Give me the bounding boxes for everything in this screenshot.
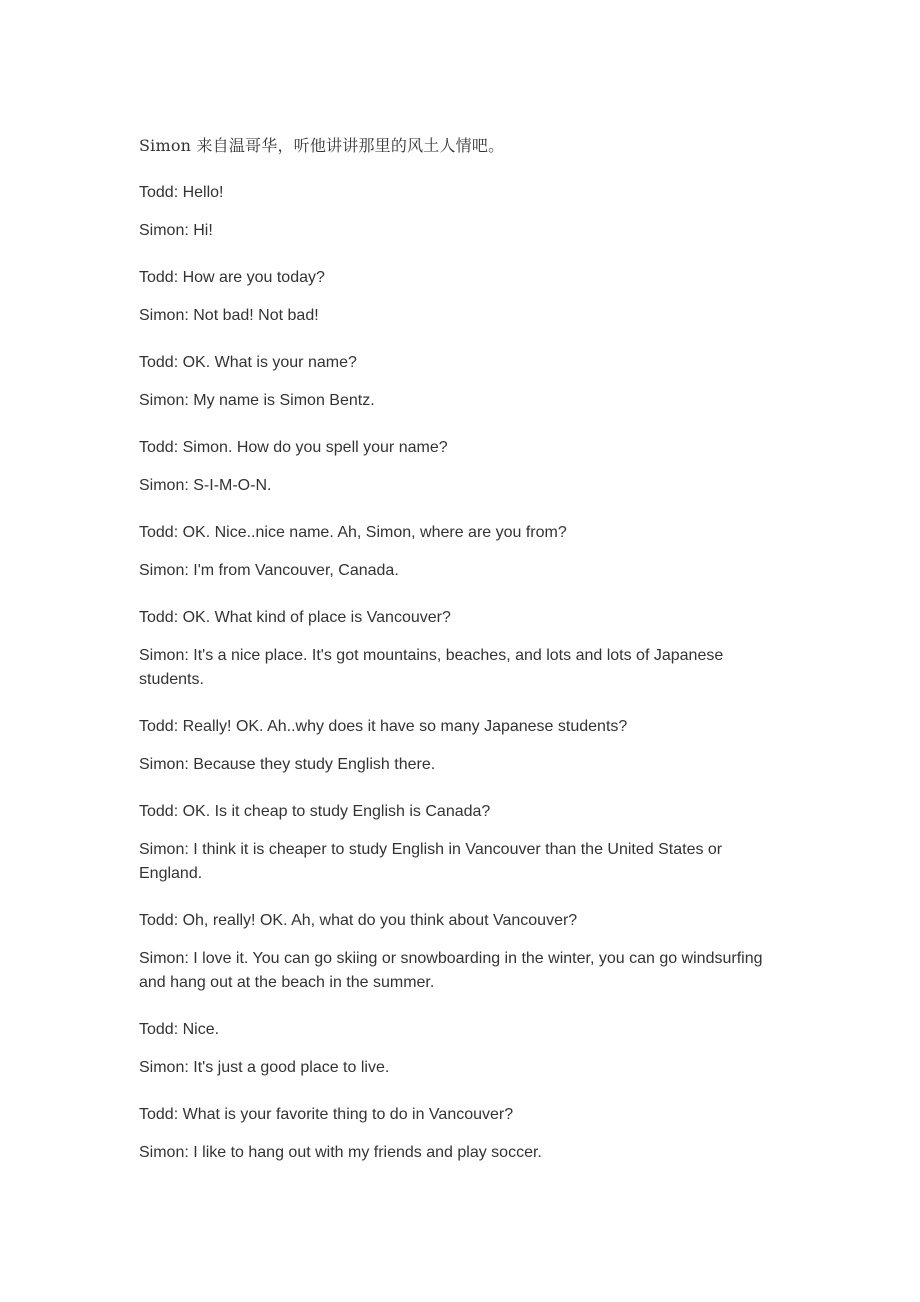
intro-paragraph: Simon 来自温哥华，听他讲讲那里的风土人情吧。: [139, 136, 505, 155]
dialogue-line-todd: Todd: OK. Is it cheap to study English is Canada?: [139, 803, 491, 820]
dialogue-line-todd: Todd: OK. Nice..nice name. Ah, Simon, where are you from?: [139, 524, 567, 541]
dialogue-line-simon: Simon: Because they study English there.: [139, 756, 436, 773]
dialogue-line-simon: Simon: Hi!: [139, 222, 213, 239]
dialogue-line-simon: Simon: It's a nice place. It's got mountains, beaches, and lots and lots of Japanese students.: [139, 647, 724, 688]
dialogue-line-todd: Todd: Oh, really! OK. Ah, what do you think about Vancouver?: [139, 912, 578, 929]
dialogue-line-todd: Todd: Simon. How do you spell your name?: [139, 439, 448, 456]
dialogue-line-simon: Simon: I love it. You can go skiing or snowboarding in the winter, you can go windsurfing and hang out at the beach in the summer.: [139, 950, 763, 991]
dialogue-line-todd: Todd: Really! OK. Ah..why does it have so many Japanese students?: [139, 718, 628, 735]
dialogue-line-todd: Todd: Nice.: [139, 1021, 220, 1038]
dialogue-line-todd: Todd: What is your favorite thing to do in Vancouver?: [139, 1106, 514, 1123]
document-page: [139, 134, 789, 1165]
dialogue-line-todd: Todd: OK. What kind of place is Vancouver?: [139, 609, 451, 626]
dialogue-line-simon: Simon: S-I-M-O-N.: [139, 477, 272, 494]
dialogue-line-simon: Simon: I like to hang out with my friends and play soccer.: [139, 1144, 542, 1161]
dialogue-line-todd: Todd: OK. What is your name?: [139, 354, 357, 371]
dialogue-line-todd: Todd: How are you today?: [139, 269, 325, 286]
dialogue-line-todd: Todd: Hello!: [139, 184, 224, 201]
dialogue-line-simon: Simon: Not bad! Not bad!: [139, 307, 319, 324]
dialogue-line-simon: Simon: I'm from Vancouver, Canada.: [139, 562, 399, 579]
dialogue-line-simon: Simon: I think it is cheaper to study English in Vancouver than the United States or England.: [139, 841, 723, 882]
dialogue-line-simon: Simon: My name is Simon Bentz.: [139, 392, 375, 409]
dialogue-line-simon: Simon: It's just a good place to live.: [139, 1059, 390, 1076]
